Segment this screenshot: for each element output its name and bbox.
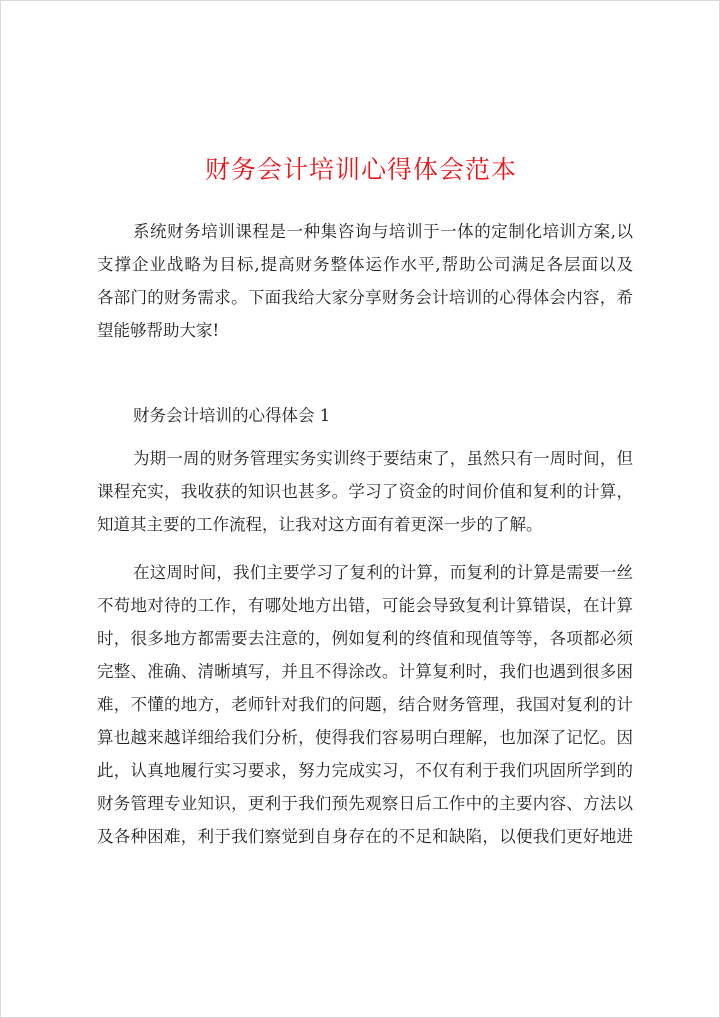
paragraph-2 — [97, 556, 633, 853]
paragraph-line: 不苟地对待的工作，有哪处地方出错，可能会导致复利计算错误，在计算 — [97, 596, 633, 615]
paragraph-line: 完整、准确、清晰填写，并且不得涂改。计算复利时，我们也遇到很多困 — [97, 662, 633, 681]
intro-paragraph — [97, 215, 633, 347]
intro-line: 各部门的财务需求。下面我给大家分享财务会计培训的心得体会内容，希 — [97, 288, 633, 307]
paragraph-line: 财务管理专业知识，更利于我们预先观察日后工作中的主要内容、方法以 — [97, 794, 633, 813]
paragraph-line: 算也越来越详细给我们分析，使得我们容易明白理解，也加深了记忆。因 — [97, 728, 633, 747]
paragraph-line: 知道其主要的工作流程，让我对这方面有着更深一步的了解。 — [97, 515, 543, 534]
paragraph-line: 在这周时间，我们主要学习了复利的计算，而复利的计算是需要一丝 — [133, 563, 633, 582]
intro-line: 系统财务培训课程是一种集咨询与培训于一体的定制化培训方案,以 — [133, 222, 633, 241]
paragraph-line: 课程充实，我收获的知识也甚多。学习了资金的时间价值和复利的计算， — [97, 482, 633, 501]
paragraph-1 — [97, 442, 633, 541]
paragraph-line: 时，很多地方都需要去注意的，例如复利的终值和现值等等，各项都必须 — [97, 629, 633, 648]
intro-line: 支撑企业战略为目标,提高财务整体运作水平,帮助公司满足各层面以及 — [97, 255, 633, 274]
paragraph-line: 为期一周的财务管理实务实训终于要结束了，虽然只有一周时间，但 — [133, 449, 633, 468]
section-heading: 财务会计培训的心得体会 1 — [133, 406, 331, 425]
paragraph-line: 此，认真地履行实习要求，努力完成实习，不仅有利于我们巩固所学到的 — [97, 761, 633, 780]
paragraph-line: 难，不懂的地方，老师针对我们的问题，结合财务管理，我国对复利的计 — [97, 695, 633, 714]
page-title: 财务会计培训心得体会范本 — [204, 155, 517, 184]
paragraph-line: 及各种困难，利于我们察觉到自身存在的不足和缺陷，以便我们更好地进 — [97, 827, 633, 846]
intro-line: 望能够帮助大家! — [97, 321, 220, 340]
